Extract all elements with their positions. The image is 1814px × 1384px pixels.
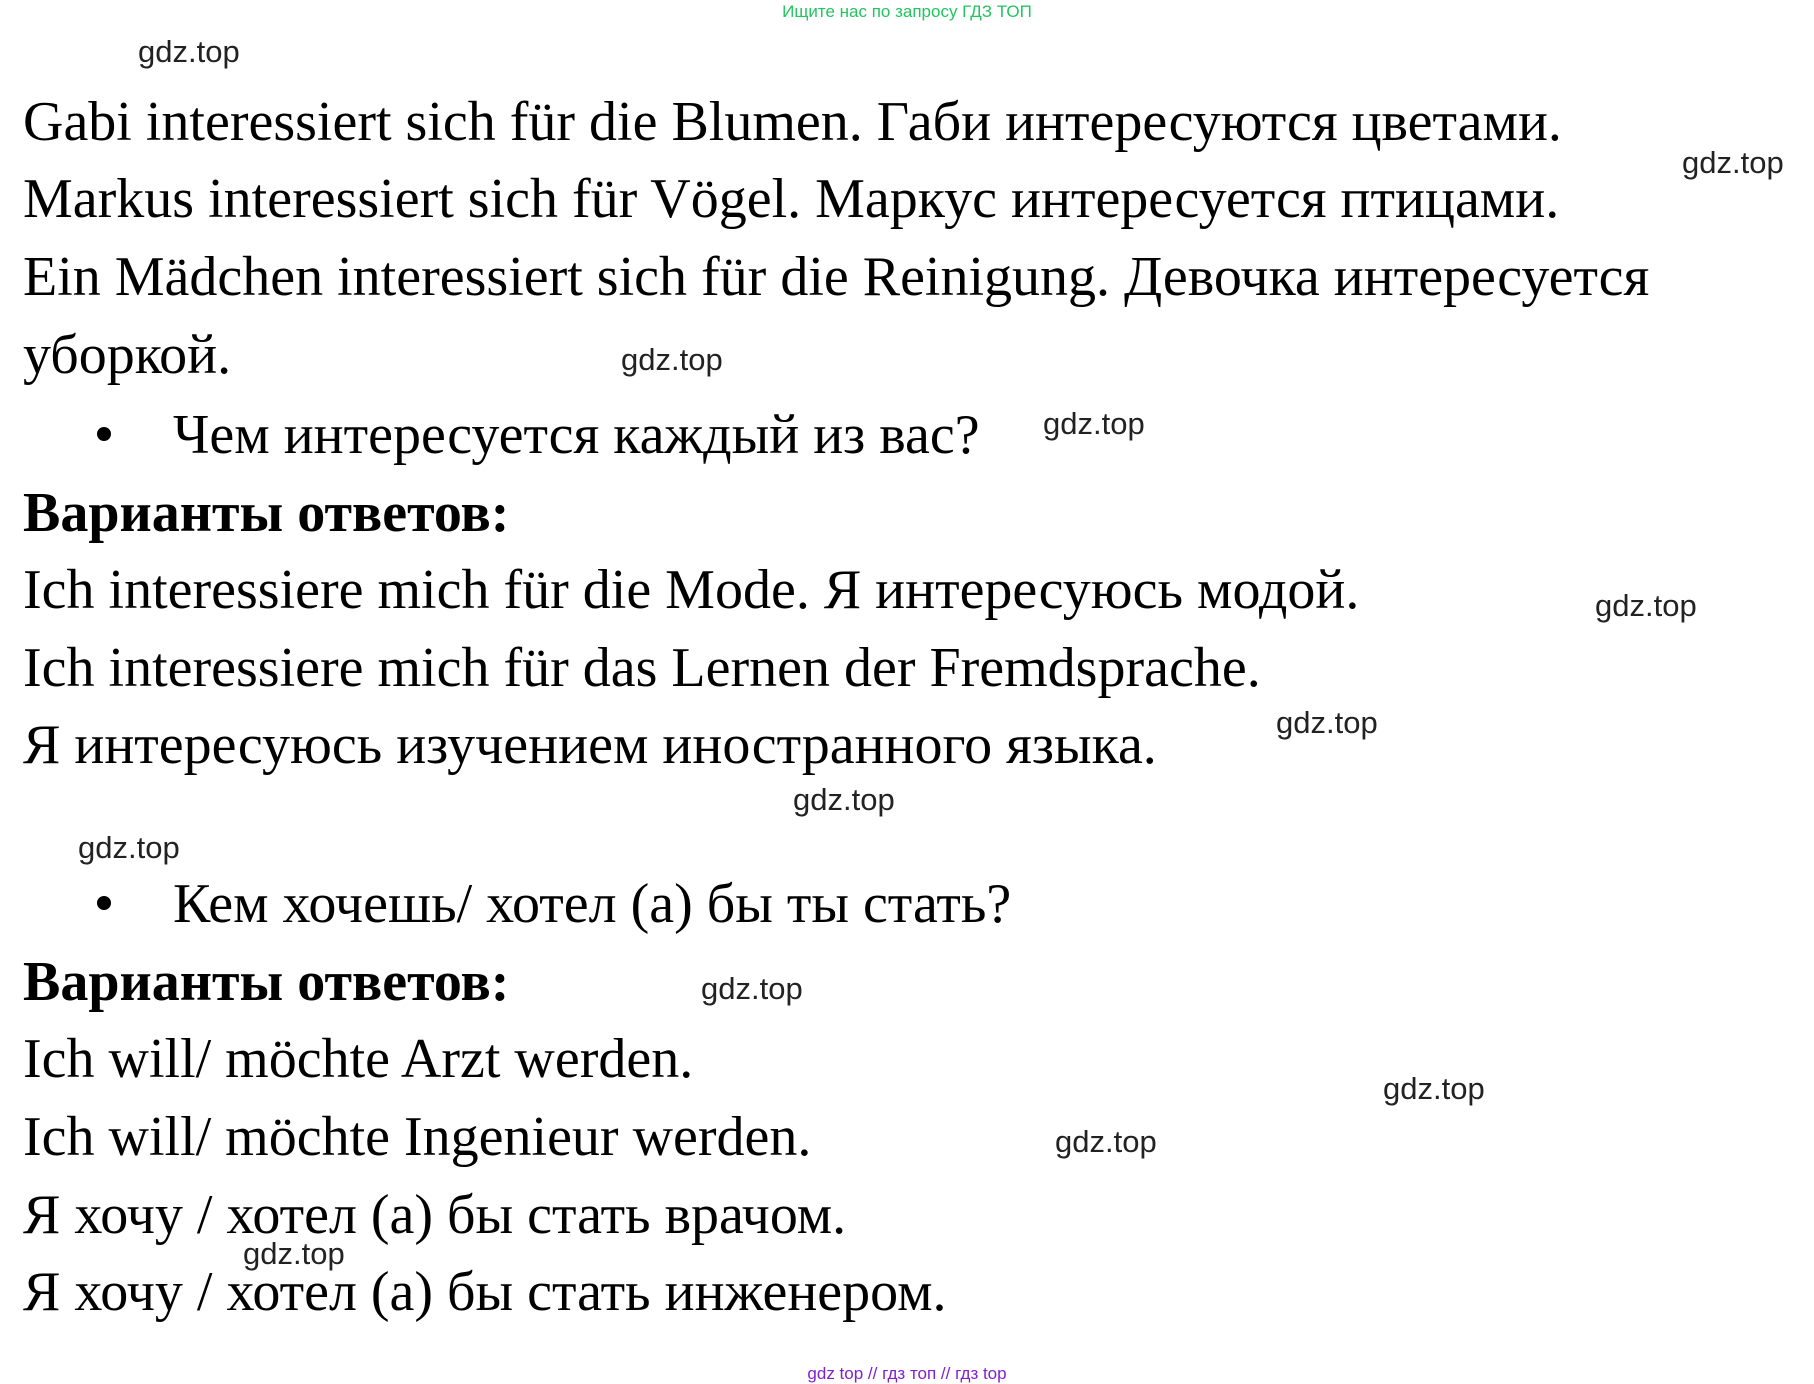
watermark: gdz.top [78, 830, 180, 865]
answer-line: Ich interessiere mich für das Lernen der Fremdsprache. [23, 637, 1261, 699]
watermark: gdz.top [1383, 1071, 1485, 1106]
section-heading: Варианты ответов: [23, 482, 510, 544]
watermark: gdz.top [1055, 1124, 1157, 1159]
watermark: gdz.top [1276, 705, 1378, 740]
answer-line: Я хочу / хотел (а) бы стать инженером. [23, 1261, 947, 1323]
bullet-text: Чем интересуется каждый из вас? [173, 404, 980, 466]
watermark: gdz.top [1595, 588, 1697, 623]
bullet-text: Кем хочешь/ хотел (а) бы ты стать? [173, 873, 1012, 935]
bullet-question [97, 404, 980, 466]
watermark: gdz.top [621, 342, 723, 377]
answer-line: Ich will/ möchte Arzt werden. [23, 1028, 694, 1090]
answer-line: Ich will/ möchte Ingenieur werden. [23, 1106, 812, 1168]
bullet-icon [97, 427, 111, 441]
text-line: Ein Mädchen interessiert sich für die Reinigung. Девочка интересуется [23, 246, 1650, 308]
bullet-icon [97, 896, 111, 910]
watermark: gdz.top [701, 971, 803, 1006]
watermark: gdz.top [1682, 145, 1784, 180]
text-line: Gabi interessiert sich für die Blumen. Габи интересуются цветами. [23, 91, 1562, 153]
watermark: gdz.top [243, 1236, 345, 1271]
answer-line: Ich interessiere mich für die Mode. Я интересуюсь модой. [23, 559, 1360, 621]
text-line: уборкой. [23, 324, 232, 386]
search-banner: Ищите нас по запросу ГДЗ ТОП [782, 2, 1032, 21]
watermark: gdz.top [1043, 406, 1145, 441]
text-line: Markus interessiert sich für Vögel. Маркус интересуется птицами. [23, 168, 1560, 230]
footer-links: gdz top // гдз топ // гдз top [807, 1364, 1007, 1383]
answer-line: Я хочу / хотел (а) бы стать врачом. [23, 1184, 847, 1246]
bullet-question [97, 873, 1012, 935]
watermark: gdz.top [138, 34, 240, 69]
watermark: gdz.top [793, 782, 895, 817]
section-heading: Варианты ответов: [23, 951, 510, 1013]
answer-line: Я интересуюсь изучением иностранного языка. [23, 714, 1157, 776]
